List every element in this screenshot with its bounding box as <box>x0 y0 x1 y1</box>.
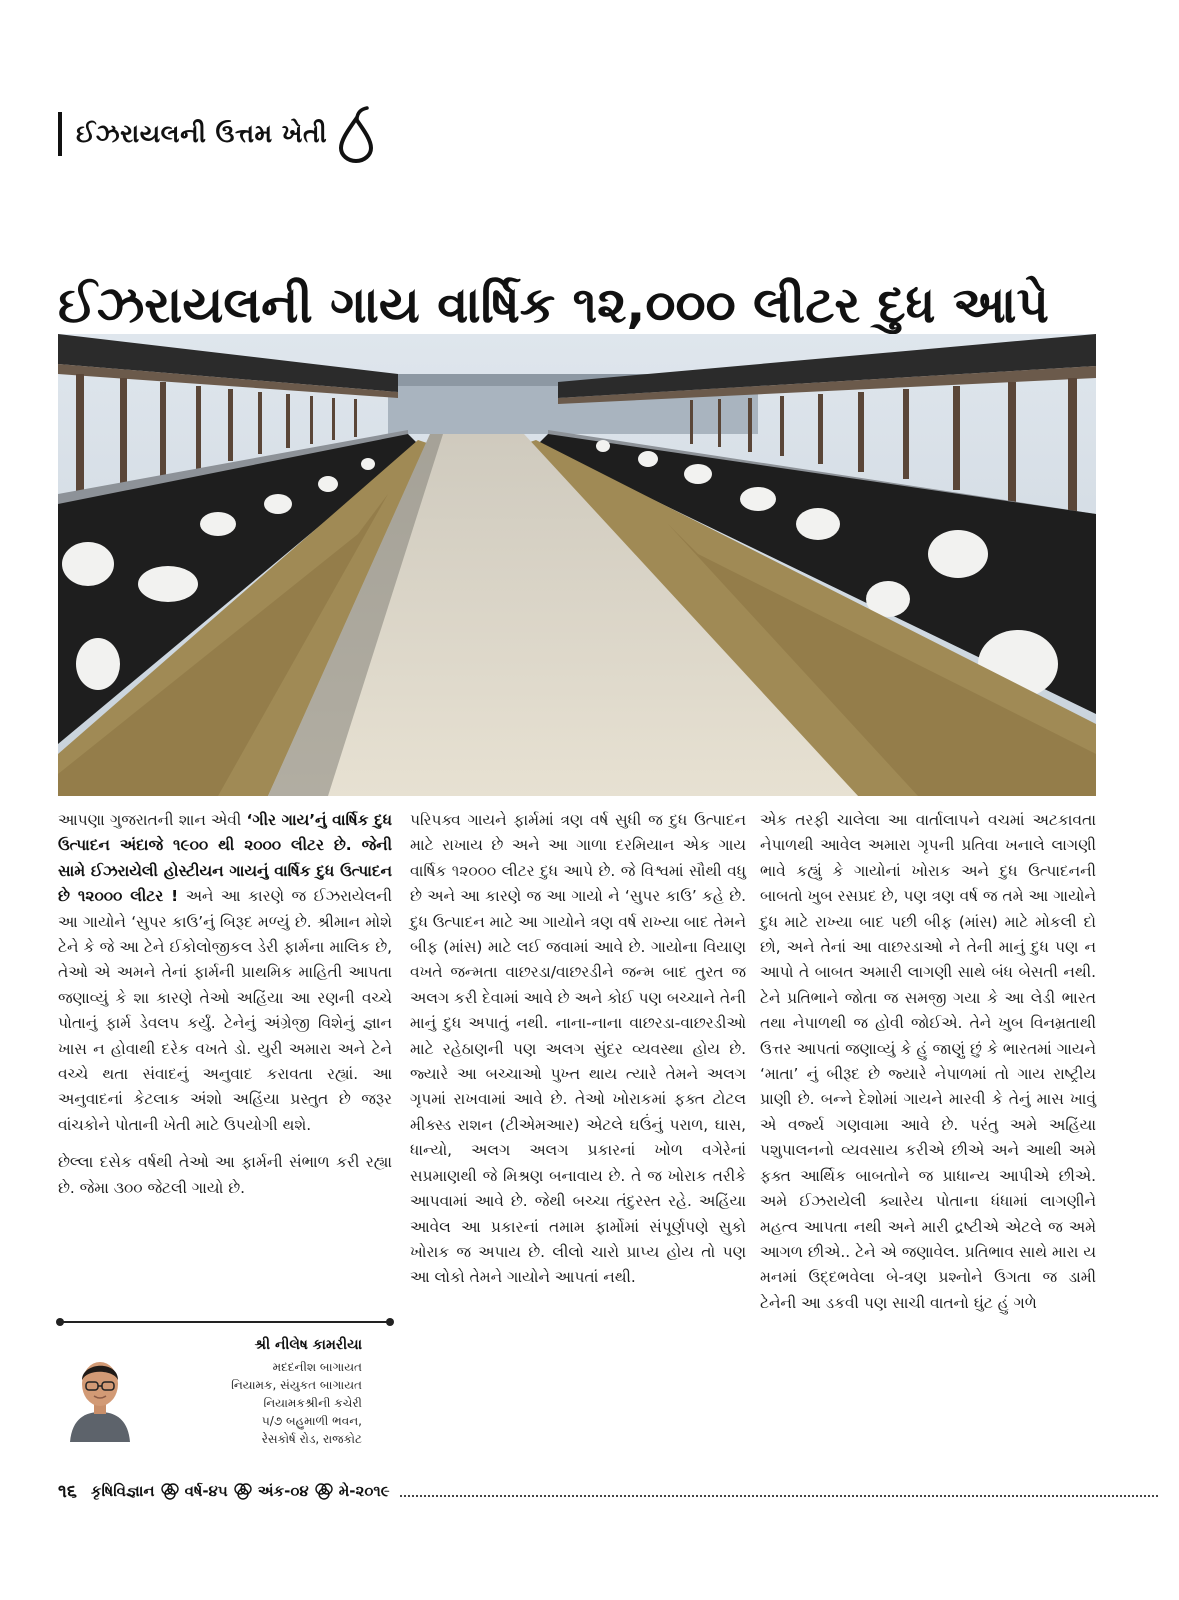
article-column-3 <box>760 808 1096 1328</box>
author-address: ૫/૭ બહુમાળી ભવન, <box>261 1414 362 1428</box>
author-role: મદદનીશ બાગાયત <box>272 1360 362 1374</box>
water-drop-icon <box>337 105 375 163</box>
cotton-boll-icon <box>313 1480 335 1502</box>
page-number: ૧૬ <box>58 1480 77 1502</box>
author-office: નિયામકશ્રીની કચેરી <box>263 1396 362 1410</box>
paragraph <box>58 808 392 1138</box>
author-name: શ્રી નીલેષ કામરીયા <box>254 1337 362 1353</box>
section-header <box>58 103 375 165</box>
paragraph: એક તરફી ચાલેલા આ વાર્તાલાપને વચમાં અટકાવતા નેપાળથી આવેલ અમારા ગૃપની પ્રતિવા ખનાલે લાગણી ભાવે કહ્યું કે ગાયોનાં ખોરાક અને દુધ ઉત્પાદનની બાબતો ખુબ રસપ્રદ છે, પણ ત્રણ વર્ષ જ તમે આ ગાયોને દુધ માટે રાખ્યા બાદ પછી બીફ (માંસ) માટે મોકલી દો છો, અને તેનાં આ વાછરડાઓ ને તેની માનું દુધ પણ ન આપો તે બાબત અમારી લાગણી સાથે બંધ બેસતી નથી. ટેને પ્રતિભાને જોતા જ સમજી ગયા કે આ લેડી ભારત તથા નેપાળથી જ હોવી જોઈએ. તેને ખુબ વિનમ્રતાથી ઉત્તર આપતાં જણાવ્યું કે હું જાણું છું કે ભારતમાં ગાયને ‘માતા’ નું બીરૂદ છે જ્યારે નેપાળમાં તો ગાય રાષ્ટ્રીય પ્રાણી છે. બન્ને દેશોમાં ગાયને મારવી કે તેનું માસ ખાવું એ વર્જ્ય ગણવામા આવે છે. પરંતુ અમે અહિંયા પશુપાલનનો વ્યવસાય કરીએ છીએ અને આથી અમે ફક્ત આર્થિક બાબતોને જ પ્રાધાન્ય આપીએ છીએ. અમે ઈઝરાયેલી ક્યારેય પોતાના ધંધામાં લાગણીને મહત્વ આપતા નથી અને મારી દ્રષ્ટીએ એટલે જ અમે આગળ છીએ.. ટેને એ જણાવેલ. પ્રતિભાવ સાથે મારા ય મનમાં ઉદ્દભવેલા બે-ત્રણ પ્રશ્નોને ઉગતા જ ડામી ટેનેની આ ડકવી પણ સાચી વાતનો ઘુંટ હું ગળે <box>760 811 1096 1312</box>
headline: ઈઝરાયલની ગાય વાર્ષિક ૧૨,૦૦૦ લીટર દુધ આપે <box>58 275 1049 334</box>
author-photo <box>68 1346 132 1442</box>
lead-text: આપણા ગુજરાતની શાન એવી <box>58 811 242 829</box>
article-column-2 <box>410 808 746 1303</box>
highlight-text: ‘ગીર ગાય’નું વાર્ષિક દુધ ઉત્પાદન અંદાજે ૧૯૦૦ થી ૨૦૦૦ લીટર છે. જેની સામે ઈઝરાયેલી હોસ્ટીયન ગાયનું વાર્ષિક દુધ ઉત્પાદન છે ૧૨૦૦૦ લીટર ! <box>58 811 392 906</box>
author-divider <box>58 1321 392 1323</box>
cotton-boll-icon <box>159 1480 181 1502</box>
issue-label: અંક-૦૪ <box>257 1482 309 1500</box>
cotton-boll-icon <box>232 1480 254 1502</box>
section-bar <box>58 112 62 156</box>
author-address: રેસકોર્ષ રોડ, રાજકોટ <box>261 1432 362 1446</box>
footer-dotted-rule <box>400 1495 1158 1497</box>
body-text: અને આ કારણે જ ઈઝરાયેલની આ ગાયોને ‘સુપર કાઉ’નું બિરૂદ મળ્યું છે. શ્રીમાન મોશે ટેને કે જે આ ટેને ઈકોલોજીકલ ડેરી ફાર્મના માલિક છે, તેઓ એ અમને તેનાં ફાર્મની પ્રાથમિક માહિતી આપતા જણાવ્યું કે શા કારણે તેઓ અહિંયા આ રણની વચ્ચે પોતાનું ફાર્મ ડેવલપ કર્યું. ટેનેનું અંગ્રેજી વિશેનું જ્ઞાન ખાસ ન હોવાથી દરેક વખતે ડો. યુરી અમારા અને ટેને વચ્ચે થતા સંવાદનું અનુવાદ કરાવતા રહ્યાં. આ અનુવાદનાં કેટલાક અંશો અહિંયા પ્રસ્તુત છે જરૂર વાંચકોને પોતાની ખેતી માટે ઉપયોગી થશે. <box>58 887 392 1134</box>
paragraph: પરિપક્વ ગાયને ફાર્મમાં ત્રણ વર્ષ સુધી જ દુધ ઉત્પાદન માટે રાખાય છે અને આ ગાળા દરમિયાન એક ગાય વાર્ષિક ૧૨૦૦૦ લીટર દુધ આપે છે. જે વિશ્વમાં સૌથી વધુ છે અને આ કારણે જ આ ગાયો ને ‘સુપર કાઉ’ કહે છે. દુધ ઉત્પાદન માટે આ ગાયોને ત્રણ વર્ષ રાખ્યા બાદ તેમને બીફ (માંસ) માટે લઈ જવામાં આવે છે. ગાયોના વિયાણ વખતે જન્મતા વાછરડા/વાછરડીને જન્મ બાદ તુરત જ અલગ કરી દેવામાં આવે છે અને કોઈ પણ બચ્ચાને તેની માનું દુધ અપાતું નથી. નાના-નાના વાછરડા-વાછરડીઓ માટે રહેઠાણની પણ અલગ સુંદર વ્યવસ્થા હોય છે. જ્યારે આ બચ્ચાઓ પુખ્ત થાય ત્યારે તેમને અલગ ગૃપમાં રાખવામાં આવે છે. તેઓ ખોરાકમાં ફક્ત ટોટલ મીક્સ્ડ રાશન (ટીએમઆર) એટલે ઘઉંનું પરાળ, ઘાસ, ધાન્યો, અલગ અલગ પ્રકારનાં ખોળ વગેરેનાં સપ્રમાણથી જે મિશ્રણ બનાવાય છે. તે જ ખોરાક તરીકે આપવામાં આવે છે. જેથી બચ્ચા તંદુરસ્ત રહે. અહિંયા આવેલ આ પ્રકારનાં તમામ ફાર્મોમાં સંપૂર્ણપણે સુકો ખોરાક જ અપાય છે. લીલો ચારો પ્રાપ્ય હોય તો પણ આ લોકો તેમને ગાયોને આપતાં નથી. <box>410 811 746 1287</box>
magazine-name: કૃષિવિજ્ઞાન <box>90 1482 155 1500</box>
page-footer <box>58 1476 1158 1506</box>
section-label: ઈઝરાયલની ઉત્તમ ખેતી <box>76 119 328 148</box>
author-block <box>58 1332 392 1452</box>
dairy-barn-cows-photo <box>58 334 1096 796</box>
date-label: મે-૨૦૧૯ <box>338 1482 390 1500</box>
paragraph: છેલ્લા દસેક વર્ષથી તેઓ આ ફાર્મની સંભાળ કરી રહ્યા છે. જેમા ૩૦૦ જેટલી ગાયો છે. <box>58 1153 392 1197</box>
article-column-1 <box>58 808 392 1213</box>
author-role: નિયામક, સંયુકત બાગાયત <box>231 1378 362 1392</box>
volume-label: વર્ષ-૪૫ <box>184 1482 228 1500</box>
author-details <box>152 1336 362 1448</box>
